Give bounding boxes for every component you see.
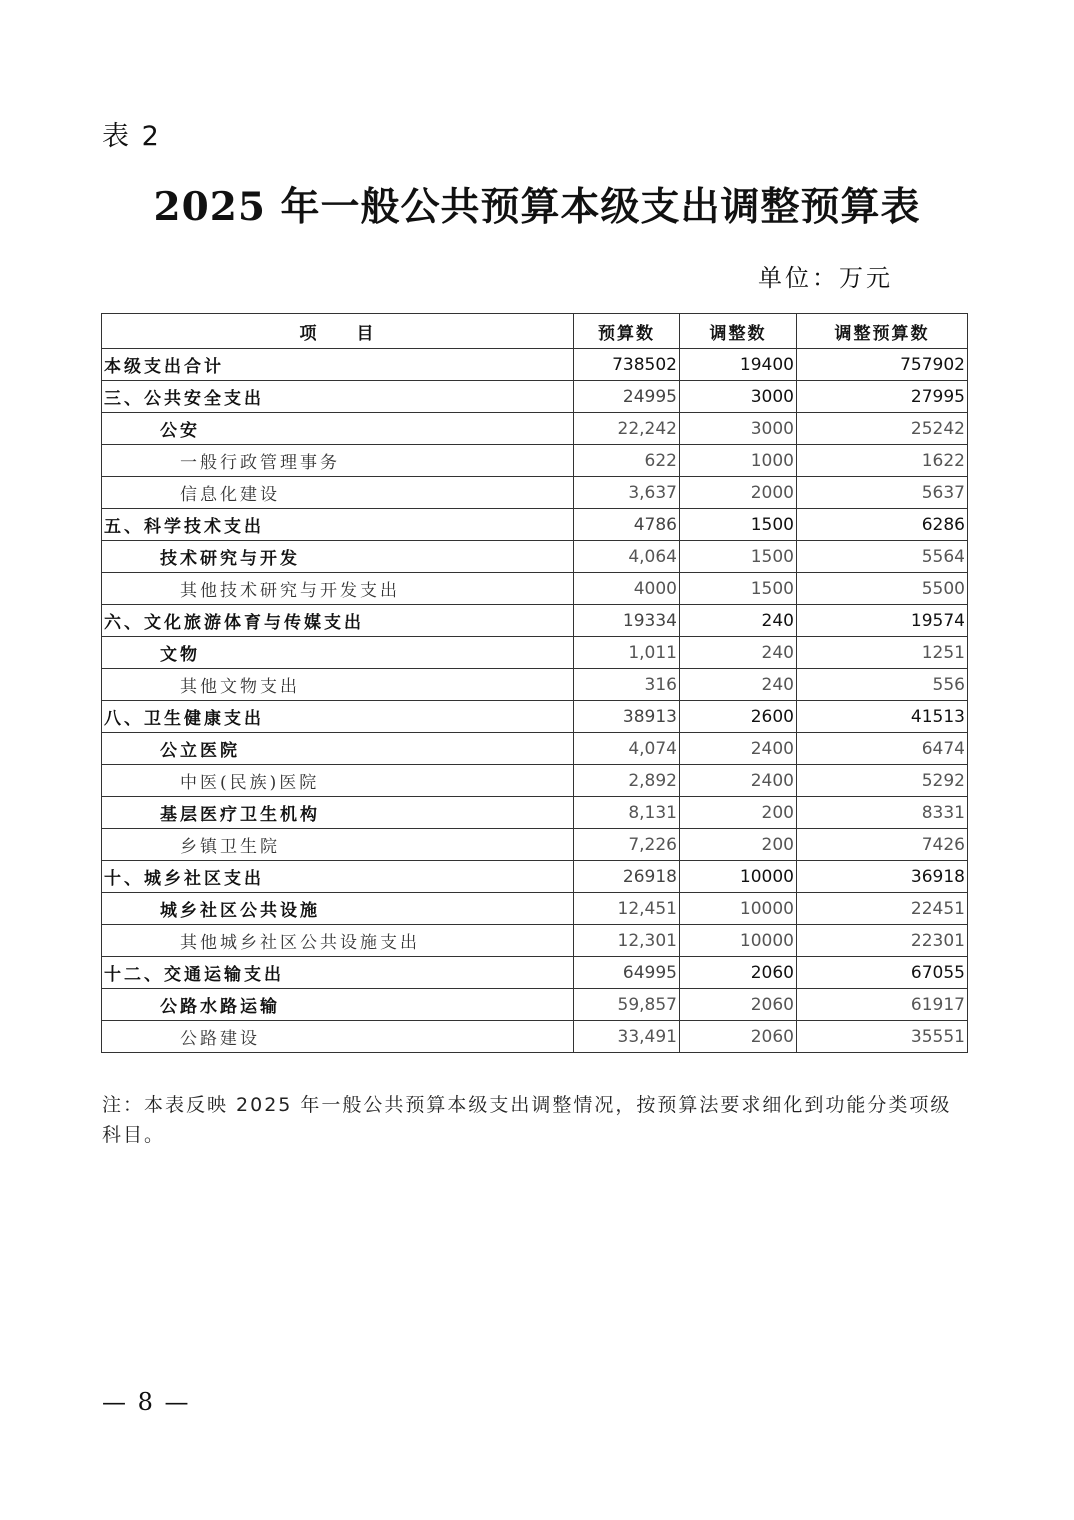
header-item: 项 目: [102, 314, 574, 349]
table-row: [102, 893, 968, 925]
row-adjustment-value: 2600: [680, 701, 797, 733]
table-row: [102, 509, 968, 541]
row-adjustment-value: 1500: [680, 573, 797, 605]
row-adjustment-value: 3000: [680, 381, 797, 413]
row-budget-value: 1,011: [574, 637, 680, 669]
row-adjustment-value: 10000: [680, 893, 797, 925]
row-adjusted-budget-value: 8331: [797, 797, 968, 829]
row-item-name: 公立医院: [102, 733, 574, 765]
row-adjusted-budget-value: 61917: [797, 989, 968, 1021]
header-adjusted-budget: 调整预算数: [797, 314, 968, 349]
row-adjustment-value: 2400: [680, 733, 797, 765]
row-item-name: 技术研究与开发: [102, 541, 574, 573]
row-budget-value: 33,491: [574, 1021, 680, 1053]
row-budget-value: 316: [574, 669, 680, 701]
row-adjustment-value: 200: [680, 797, 797, 829]
row-adjusted-budget-value: 556: [797, 669, 968, 701]
row-item-name: 十二、交通运输支出: [102, 957, 574, 989]
row-item-name: 中医(民族)医院: [102, 765, 574, 797]
row-budget-value: 59,857: [574, 989, 680, 1021]
row-adjustment-value: 10000: [680, 861, 797, 893]
row-adjustment-value: 1500: [680, 509, 797, 541]
row-item-name: 公路建设: [102, 1021, 574, 1053]
table-note: 注：本表反映 2025 年一般公共预算本级支出调整情况，按预算法要求细化到功能分类项级科目。: [102, 1094, 952, 1146]
page-number: — 8 —: [102, 1388, 191, 1416]
row-budget-value: 2,892: [574, 765, 680, 797]
row-item-name: 六、文化旅游体育与传媒支出: [102, 605, 574, 637]
row-item-name: 八、卫生健康支出: [102, 701, 574, 733]
row-adjustment-value: 2060: [680, 957, 797, 989]
row-budget-value: 12,451: [574, 893, 680, 925]
table-row: [102, 733, 968, 765]
table-row: [102, 573, 968, 605]
row-item-name: 十、城乡社区支出: [102, 861, 574, 893]
row-adjusted-budget-value: 67055: [797, 957, 968, 989]
row-adjusted-budget-value: 22451: [797, 893, 968, 925]
row-adjustment-value: 10000: [680, 925, 797, 957]
table-row: [102, 989, 968, 1021]
row-budget-value: 4786: [574, 509, 680, 541]
row-item-name: 公安: [102, 413, 574, 445]
unit-label: 单位：万元: [758, 264, 893, 292]
row-budget-value: 24995: [574, 381, 680, 413]
header-adjustment: 调整数: [680, 314, 797, 349]
table-row: [102, 925, 968, 957]
row-adjusted-budget-value: 757902: [797, 349, 968, 381]
row-adjusted-budget-value: 5637: [797, 477, 968, 509]
row-budget-value: 738502: [574, 349, 680, 381]
row-adjustment-value: 2400: [680, 765, 797, 797]
row-budget-value: 7,226: [574, 829, 680, 861]
row-adjustment-value: 1000: [680, 445, 797, 477]
row-adjustment-value: 2000: [680, 477, 797, 509]
row-adjusted-budget-value: 6474: [797, 733, 968, 765]
table-row: [102, 637, 968, 669]
row-adjusted-budget-value: 5564: [797, 541, 968, 573]
row-adjusted-budget-value: 1622: [797, 445, 968, 477]
row-budget-value: 12,301: [574, 925, 680, 957]
row-adjusted-budget-value: 25242: [797, 413, 968, 445]
row-adjustment-value: 2060: [680, 989, 797, 1021]
row-adjusted-budget-value: 19574: [797, 605, 968, 637]
row-budget-value: 22,242: [574, 413, 680, 445]
row-adjustment-value: 240: [680, 637, 797, 669]
row-budget-value: 622: [574, 445, 680, 477]
document-title: 2025 年一般公共预算本级支出调整预算表: [153, 184, 921, 230]
table-row: [102, 861, 968, 893]
row-item-name: 乡镇卫生院: [102, 829, 574, 861]
table-row: [102, 381, 968, 413]
header-budget: 预算数: [574, 314, 680, 349]
row-item-name: 一般行政管理事务: [102, 445, 574, 477]
row-adjusted-budget-value: 41513: [797, 701, 968, 733]
table-row: [102, 765, 968, 797]
row-adjustment-value: 2060: [680, 1021, 797, 1053]
table-row: [102, 1021, 968, 1053]
row-item-name: 信息化建设: [102, 477, 574, 509]
budget-adjustment-table: [101, 313, 968, 1053]
table-row: [102, 797, 968, 829]
row-budget-value: 4,074: [574, 733, 680, 765]
row-adjusted-budget-value: 35551: [797, 1021, 968, 1053]
row-adjusted-budget-value: 5292: [797, 765, 968, 797]
table-row: [102, 701, 968, 733]
row-adjustment-value: 240: [680, 669, 797, 701]
row-adjustment-value: 1500: [680, 541, 797, 573]
row-item-name: 三、公共安全支出: [102, 381, 574, 413]
row-adjusted-budget-value: 7426: [797, 829, 968, 861]
row-adjusted-budget-value: 27995: [797, 381, 968, 413]
row-item-name: 五、科学技术支出: [102, 509, 574, 541]
table-row: [102, 605, 968, 637]
row-adjustment-value: 240: [680, 605, 797, 637]
row-item-name: 本级支出合计: [102, 349, 574, 381]
row-budget-value: 26918: [574, 861, 680, 893]
row-adjusted-budget-value: 1251: [797, 637, 968, 669]
row-budget-value: 4000: [574, 573, 680, 605]
table-row: [102, 349, 968, 381]
row-adjusted-budget-value: 22301: [797, 925, 968, 957]
row-item-name: 公路水路运输: [102, 989, 574, 1021]
table-body: [102, 349, 968, 1053]
row-item-name: 基层医疗卫生机构: [102, 797, 574, 829]
table-row: [102, 445, 968, 477]
row-adjustment-value: 3000: [680, 413, 797, 445]
row-budget-value: 3,637: [574, 477, 680, 509]
row-budget-value: 8,131: [574, 797, 680, 829]
table-row: [102, 829, 968, 861]
table-row: [102, 477, 968, 509]
table-row: [102, 541, 968, 573]
row-item-name: 城乡社区公共设施: [102, 893, 574, 925]
row-item-name: 其他技术研究与开发支出: [102, 573, 574, 605]
row-budget-value: 64995: [574, 957, 680, 989]
row-budget-value: 38913: [574, 701, 680, 733]
table-row: [102, 413, 968, 445]
row-adjustment-value: 19400: [680, 349, 797, 381]
table-label: 表 2: [102, 121, 161, 152]
row-budget-value: 4,064: [574, 541, 680, 573]
row-item-name: 其他城乡社区公共设施支出: [102, 925, 574, 957]
row-adjusted-budget-value: 36918: [797, 861, 968, 893]
row-budget-value: 19334: [574, 605, 680, 637]
table-header-row: [102, 314, 968, 349]
table-row: [102, 669, 968, 701]
row-item-name: 其他文物支出: [102, 669, 574, 701]
row-adjustment-value: 200: [680, 829, 797, 861]
row-adjusted-budget-value: 6286: [797, 509, 968, 541]
table-row: [102, 957, 968, 989]
row-item-name: 文物: [102, 637, 574, 669]
row-adjusted-budget-value: 5500: [797, 573, 968, 605]
